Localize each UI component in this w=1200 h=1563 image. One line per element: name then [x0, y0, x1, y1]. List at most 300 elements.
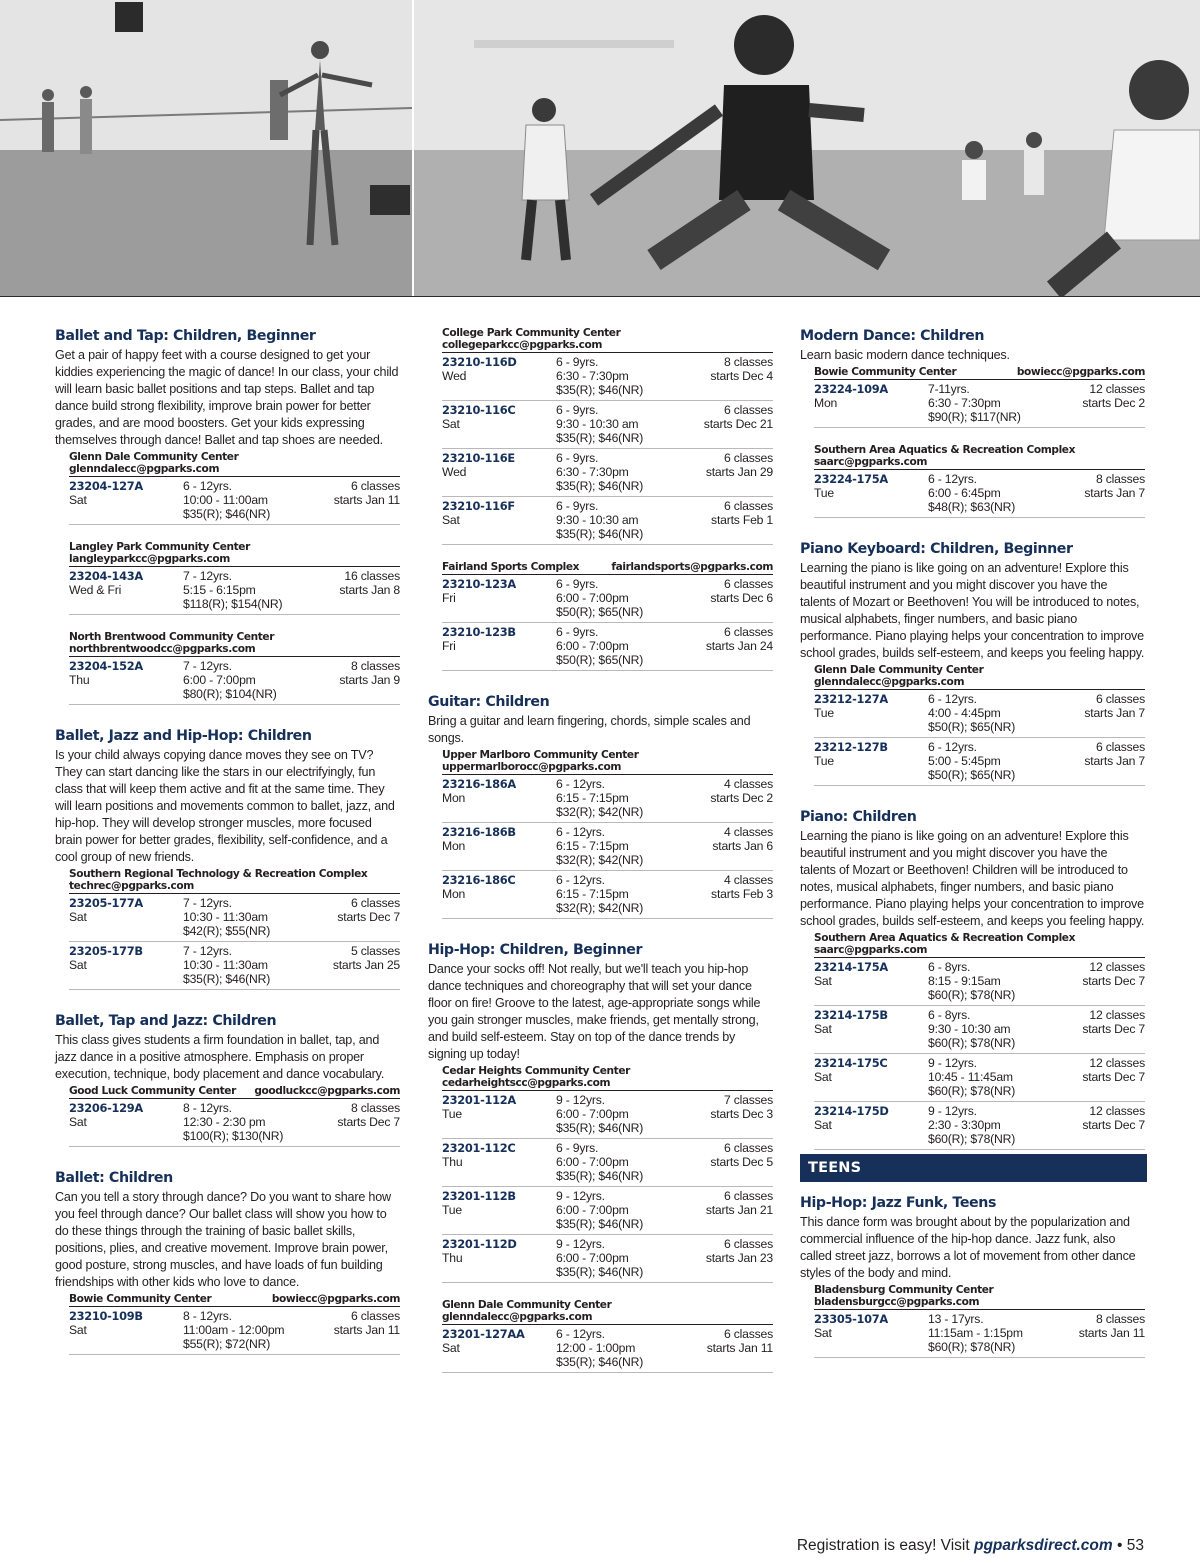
- placeholder-cell: [683, 527, 773, 541]
- location-email-link[interactable]: fairlandsports@pgparks.com: [611, 561, 773, 573]
- start-date: starts Dec 5: [710, 1155, 773, 1169]
- placeholder-cell: [69, 1129, 183, 1143]
- placeholder-cell: [442, 605, 556, 619]
- placeholder-cell: [1055, 1340, 1145, 1354]
- placeholder-cell: [683, 605, 773, 619]
- course-code[interactable]: 23201-112D: [442, 1237, 517, 1251]
- placeholder-cell: [442, 1169, 556, 1183]
- age-range: 8 - 12yrs.: [183, 1309, 232, 1323]
- class-count: 6 classes: [723, 1237, 773, 1251]
- placeholder-cell: [69, 924, 183, 938]
- course-code[interactable]: 23201-112C: [442, 1141, 516, 1155]
- age-range: 9 - 12yrs.: [928, 1056, 977, 1070]
- location-email-link[interactable]: saarc@pgparks.com: [814, 456, 927, 468]
- location-header: [69, 631, 400, 657]
- placeholder-cell: [69, 597, 183, 611]
- class-count: 8 classes: [1095, 472, 1145, 486]
- class-listing-row: [814, 1102, 1145, 1150]
- location-spacer: [55, 615, 400, 631]
- location-name: North Brentwood Community Center: [69, 631, 275, 643]
- meeting-day: Tue: [814, 706, 834, 720]
- section-spacer: [428, 919, 773, 941]
- meeting-day: Sat: [69, 958, 87, 972]
- class-listing-row: [442, 775, 773, 823]
- class-count: 8 classes: [350, 659, 400, 673]
- placeholder-cell: [310, 507, 400, 521]
- section-heading: Hip-Hop: Children, Beginner: [428, 942, 643, 958]
- meeting-day: Sat: [442, 417, 460, 431]
- location-name: Bladensburg Community Center: [814, 1284, 994, 1296]
- location-email-link[interactable]: techrec@pgparks.com: [69, 880, 194, 892]
- class-listing-row: [442, 823, 773, 871]
- course-code[interactable]: 23212-127B: [814, 740, 888, 754]
- section-description: Dance your socks off! Not really, but we'll teach you hip-hop dance techniques and choreography that will set your dance floor on fire! Groove to the latest, age-appropriate songs while you gain stronger muscles, make friends, get mentally strong, and build self-esteem. Stay on top of the dance trends by signing up today!: [428, 962, 761, 1061]
- meeting-time: 6:30 - 7:30pm: [556, 465, 629, 479]
- placeholder-cell: [683, 479, 773, 493]
- course-code[interactable]: 23216-186A: [442, 777, 516, 791]
- course-code[interactable]: 23210-109B: [69, 1309, 143, 1323]
- start-date: starts Dec 7: [337, 1115, 400, 1129]
- fee: $80(R); $104(NR): [183, 687, 277, 701]
- class-count: 12 classes: [1089, 960, 1145, 974]
- meeting-time: 6:00 - 7:00pm: [556, 1251, 629, 1265]
- class-count: 12 classes: [1089, 1056, 1145, 1070]
- class-listing-row: [814, 690, 1145, 738]
- course-code[interactable]: 23205-177A: [69, 896, 143, 910]
- age-range: 6 - 12yrs.: [183, 479, 232, 493]
- meeting-time: 11:15am - 1:15pm: [928, 1326, 1023, 1340]
- start-date: starts Dec 7: [1082, 1070, 1145, 1084]
- age-range: 9 - 12yrs.: [556, 1189, 605, 1203]
- class-count: 6 classes: [723, 403, 773, 417]
- start-date: starts Jan 23: [705, 1251, 773, 1265]
- placeholder-cell: [1055, 768, 1145, 782]
- dance-children-illustration: [414, 0, 1200, 296]
- location-header: [814, 444, 1145, 470]
- fee: $35(R); $46(NR): [183, 972, 271, 986]
- class-listing-row: [69, 567, 400, 615]
- meeting-time: 12:00 - 1:00pm: [556, 1341, 636, 1355]
- location-name: Good Luck Community Center: [69, 1085, 236, 1097]
- location-name: Bowie Community Center: [69, 1293, 212, 1305]
- location-email-link[interactable]: cedarheightscc@pgparks.com: [442, 1077, 611, 1089]
- footer-text: Registration is easy! Visit: [796, 1537, 970, 1554]
- meeting-time: 6:00 - 7:00pm: [556, 1107, 629, 1121]
- fee: $35(R); $46(NR): [556, 431, 644, 445]
- location-email-link[interactable]: glenndalecc@pgparks.com: [442, 1311, 593, 1323]
- meeting-time: 6:00 - 6:45pm: [928, 486, 1001, 500]
- fee: $50(R); $65(NR): [556, 605, 644, 619]
- location-name: College Park Community Center: [442, 327, 621, 339]
- placeholder-cell: [814, 410, 928, 424]
- class-listing-row: [442, 1091, 773, 1139]
- placeholder-cell: [310, 972, 400, 986]
- location-header: [814, 932, 1145, 958]
- meeting-time: 10:30 - 11:30am: [183, 910, 268, 924]
- course-code[interactable]: 23214-175C: [814, 1056, 888, 1070]
- fee: $60(R); $78(NR): [928, 1340, 1016, 1354]
- placeholder-cell: [442, 1355, 556, 1369]
- placeholder-cell: [814, 1340, 928, 1354]
- meeting-day: Sat: [814, 1070, 832, 1084]
- class-count: 6 classes: [1095, 692, 1145, 706]
- location-name: Langley Park Community Center: [69, 541, 250, 553]
- location-name: Southern Regional Technology & Recreation Complex: [69, 868, 368, 880]
- start-date: starts Jan 7: [1084, 754, 1145, 768]
- section-spacer: [55, 990, 400, 1012]
- section-heading: Hip-Hop: Jazz Funk, Teens: [800, 1195, 997, 1211]
- placeholder-cell: [683, 653, 773, 667]
- section-spacer: [800, 518, 1145, 540]
- meeting-time: 9:30 - 10:30 am: [556, 417, 639, 431]
- course-code[interactable]: 23210-116E: [442, 451, 515, 465]
- location-name: Glenn Dale Community Center: [814, 664, 984, 676]
- class-listing-row: [442, 353, 773, 401]
- placeholder-cell: [683, 431, 773, 445]
- location-email-link[interactable]: bowiecc@pgparks.com: [1016, 366, 1145, 378]
- placeholder-cell: [814, 720, 928, 734]
- fee: $35(R); $46(NR): [556, 1217, 644, 1231]
- fee: $60(R); $78(NR): [928, 988, 1016, 1002]
- section-description: This dance form was brought about by the popularization and commercial influence of the hip-hop dance. Jazz funk, also called street jazz, borrows a lot of movement from other dance styles of the body and mind.: [800, 1215, 1136, 1280]
- meeting-time: 10:45 - 11:45am: [928, 1070, 1013, 1084]
- start-date: starts Jan 11: [1078, 1326, 1145, 1340]
- fee: $60(R); $78(NR): [928, 1036, 1016, 1050]
- location-email-link[interactable]: uppermarlborocc@pgparks.com: [442, 761, 621, 773]
- fee: $32(R); $42(NR): [556, 805, 644, 819]
- age-range: 6 - 8yrs.: [928, 1008, 971, 1022]
- location-header: [69, 1293, 400, 1307]
- location-email-link[interactable]: saarc@pgparks.com: [814, 944, 927, 956]
- course-code[interactable]: 23204-127A: [69, 479, 143, 493]
- start-date: starts Dec 7: [337, 910, 400, 924]
- course-code[interactable]: 23210-116F: [442, 499, 515, 513]
- meeting-time: 6:00 - 7:00pm: [556, 639, 629, 653]
- location-header: [69, 868, 400, 894]
- location-email-link[interactable]: glenndalecc@pgparks.com: [69, 463, 220, 475]
- meeting-day: Mon: [442, 887, 466, 901]
- course-code[interactable]: 23216-186B: [442, 825, 516, 839]
- footer-separator: •: [1117, 1537, 1123, 1554]
- meeting-day: Sat: [814, 1118, 832, 1132]
- meeting-time: 6:00 - 7:00pm: [556, 1155, 629, 1169]
- fee: $60(R); $78(NR): [928, 1132, 1016, 1146]
- course-code[interactable]: 23201-127AA: [442, 1327, 525, 1341]
- meeting-day: Sat: [69, 1323, 87, 1337]
- meeting-time: 9:30 - 10:30 am: [928, 1022, 1011, 1036]
- class-count: 12 classes: [1089, 382, 1145, 396]
- fee: $35(R); $46(NR): [556, 527, 644, 541]
- fee: $35(R); $46(NR): [556, 1355, 644, 1369]
- location-spacer: [800, 428, 1145, 444]
- page-footer: [797, 1537, 1144, 1555]
- class-listing-row: [442, 575, 773, 623]
- placeholder-cell: [1055, 720, 1145, 734]
- start-date: starts Jan 11: [333, 1323, 400, 1337]
- course-code[interactable]: 23210-116D: [442, 355, 517, 369]
- age-range: 6 - 12yrs.: [556, 873, 605, 887]
- start-date: starts Jan 11: [333, 493, 400, 507]
- class-count: 6 classes: [723, 625, 773, 639]
- meeting-day: Fri: [442, 639, 456, 653]
- fee: $60(R); $78(NR): [928, 1084, 1016, 1098]
- placeholder-cell: [814, 768, 928, 782]
- fee: $50(R); $65(NR): [928, 768, 1016, 782]
- meeting-time: 6:15 - 7:15pm: [556, 887, 629, 901]
- start-date: starts Jan 8: [339, 583, 400, 597]
- meeting-day: Thu: [442, 1251, 463, 1265]
- placeholder-cell: [442, 431, 556, 445]
- class-listing-row: [442, 1235, 773, 1283]
- meeting-time: 9:30 - 10:30 am: [556, 513, 639, 527]
- section-description: Bring a guitar and learn fingering, chords, simple scales and songs.: [428, 714, 751, 745]
- meeting-day: Sat: [814, 1326, 832, 1340]
- meeting-day: Thu: [69, 673, 90, 687]
- course-code[interactable]: 23205-177B: [69, 944, 143, 958]
- course-code[interactable]: 23210-123B: [442, 625, 516, 639]
- start-date: starts Dec 4: [710, 369, 773, 383]
- location-header: [442, 1299, 773, 1325]
- meeting-time: 8:15 - 9:15am: [928, 974, 1001, 988]
- placeholder-cell: [442, 1217, 556, 1231]
- placeholder-cell: [814, 500, 928, 514]
- location-email-link[interactable]: bladensburgcc@pgparks.com: [814, 1296, 980, 1308]
- class-count: 6 classes: [723, 499, 773, 513]
- meeting-day: Fri: [442, 591, 456, 605]
- meeting-time: 6:15 - 7:15pm: [556, 839, 629, 853]
- course-code[interactable]: 23206-129A: [69, 1101, 143, 1115]
- class-listing-row: [442, 497, 773, 545]
- location-header: [69, 541, 400, 567]
- location-header: [442, 327, 773, 353]
- meeting-time: 10:00 - 11:00am: [183, 493, 268, 507]
- placeholder-cell: [683, 901, 773, 915]
- meeting-day: Mon: [442, 839, 466, 853]
- location-email-link[interactable]: goodluckcc@pgparks.com: [254, 1085, 400, 1097]
- class-listing-row: [442, 1325, 773, 1373]
- location-header: [442, 749, 773, 775]
- course-code[interactable]: 23224-109A: [814, 382, 888, 396]
- meeting-day: Sat: [69, 493, 87, 507]
- placeholder-cell: [442, 853, 556, 867]
- placeholder-cell: [683, 1169, 773, 1183]
- start-date: starts Jan 25: [332, 958, 400, 972]
- class-count: 6 classes: [723, 451, 773, 465]
- placeholder-cell: [69, 1337, 183, 1351]
- section-heading: Ballet, Tap and Jazz: Children: [55, 1013, 277, 1029]
- class-count: 6 classes: [723, 1141, 773, 1155]
- course-code[interactable]: 23214-175A: [814, 960, 888, 974]
- footer-website-link[interactable]: pgparksdirect.com: [974, 1537, 1113, 1554]
- course-code[interactable]: 23204-152A: [69, 659, 143, 673]
- placeholder-cell: [442, 1265, 556, 1279]
- age-range: 7-11yrs.: [928, 382, 970, 396]
- meeting-time: 6:15 - 7:15pm: [556, 791, 629, 805]
- course-code[interactable]: 23216-186C: [442, 873, 516, 887]
- class-count: 4 classes: [723, 825, 773, 839]
- fee: $100(R); $130(NR): [183, 1129, 284, 1143]
- section-heading: Piano Keyboard: Children, Beginner: [800, 541, 1073, 557]
- start-date: starts Jan 21: [705, 1203, 773, 1217]
- placeholder-cell: [442, 653, 556, 667]
- class-count: 6 classes: [350, 896, 400, 910]
- start-date: starts Feb 3: [711, 887, 773, 901]
- age-range: 6 - 8yrs.: [928, 960, 971, 974]
- location-name: Southern Area Aquatics & Recreation Complex: [814, 932, 1076, 944]
- fee: $48(R); $63(NR): [928, 500, 1016, 514]
- placeholder-cell: [1055, 988, 1145, 1002]
- class-count: 6 classes: [1095, 740, 1145, 754]
- location-email-link[interactable]: northbrentwoodcc@pgparks.com: [69, 643, 256, 655]
- meeting-time: 6:30 - 7:30pm: [556, 369, 629, 383]
- age-range: 6 - 12yrs.: [928, 692, 977, 706]
- placeholder-cell: [310, 1337, 400, 1351]
- location-name: Bowie Community Center: [814, 366, 957, 378]
- class-count: 8 classes: [1095, 1312, 1145, 1326]
- age-range: 9 - 12yrs.: [556, 1093, 605, 1107]
- course-code[interactable]: 23305-107A: [814, 1312, 888, 1326]
- start-date: starts Jan 11: [706, 1341, 773, 1355]
- location-name: Southern Area Aquatics & Recreation Complex: [814, 444, 1076, 456]
- location-email-link[interactable]: langleyparkcc@pgparks.com: [69, 553, 230, 565]
- meeting-day: Sat: [69, 910, 87, 924]
- age-range: 13 - 17yrs.: [928, 1312, 984, 1326]
- location-name: Upper Marlboro Community Center: [442, 749, 639, 761]
- placeholder-cell: [310, 597, 400, 611]
- class-listing-row: [442, 1139, 773, 1187]
- fee: $32(R); $42(NR): [556, 853, 644, 867]
- meeting-day: Mon: [442, 791, 466, 805]
- start-date: starts Dec 3: [710, 1107, 773, 1121]
- location-spacer: [428, 545, 773, 561]
- fee: $50(R); $65(NR): [928, 720, 1016, 734]
- placeholder-cell: [310, 1129, 400, 1143]
- location-name: Glenn Dale Community Center: [442, 1299, 612, 1311]
- start-date: starts Jan 9: [339, 673, 400, 687]
- header-photos: [0, 0, 1200, 297]
- class-listing-row: [814, 470, 1145, 518]
- age-range: 6 - 12yrs.: [556, 1327, 605, 1341]
- fee: $42(R); $55(NR): [183, 924, 271, 938]
- location-header: [442, 1065, 773, 1091]
- fee: $32(R); $42(NR): [556, 901, 644, 915]
- location-header: [69, 1085, 400, 1099]
- fee: $118(R); $154(NR): [183, 597, 283, 611]
- placeholder-cell: [442, 901, 556, 915]
- class-count: 4 classes: [723, 777, 773, 791]
- start-date: starts Dec 2: [710, 791, 773, 805]
- fee: $35(R); $46(NR): [183, 507, 271, 521]
- class-listing-row: [814, 1310, 1145, 1358]
- placeholder-cell: [442, 1121, 556, 1135]
- fee: $35(R); $46(NR): [556, 383, 644, 397]
- section-description: Is your child always copying dance moves they see on TV? They can start dancing like the stars in our electrifyingly, fun class that will keep them active and fit at the same time. They will learn positions and movements common to ballet, jazz, and hip-hop. They will develop stronger muscles, more focused brain power for better grades, flexibility, self-confidence, and a cool group of new friends.: [55, 748, 395, 864]
- dance-studio-illustration: [0, 0, 412, 296]
- placeholder-cell: [683, 1265, 773, 1279]
- age-range: 7 - 12yrs.: [183, 944, 232, 958]
- location-header: [814, 1284, 1145, 1310]
- meeting-time: 5:15 - 6:15pm: [183, 583, 256, 597]
- start-date: starts Dec 7: [1082, 1118, 1145, 1132]
- class-listing-row: [69, 657, 400, 705]
- course-code[interactable]: 23214-175B: [814, 1008, 888, 1022]
- meeting-time: 12:30 - 2:30 pm: [183, 1115, 266, 1129]
- meeting-day: Wed & Fri: [69, 583, 122, 597]
- section-spacer: [55, 1147, 400, 1169]
- course-code[interactable]: 23224-175A: [814, 472, 888, 486]
- start-date: starts Jan 6: [712, 839, 773, 853]
- placeholder-cell: [1055, 1084, 1145, 1098]
- meeting-day: Tue: [442, 1203, 462, 1217]
- age-range: 6 - 9yrs.: [556, 499, 599, 513]
- course-code[interactable]: 23201-112B: [442, 1189, 516, 1203]
- section-spacer: [428, 671, 773, 693]
- class-listing-row: [442, 449, 773, 497]
- location-header: [442, 561, 773, 575]
- column-3: [800, 327, 1145, 1358]
- section-description: This class gives students a firm foundation in ballet, tap, and jazz dance in a positive atmosphere. Emphasis on proper execution, technique, body placement and dance vocabulary.: [55, 1033, 385, 1081]
- meeting-day: Sat: [69, 1115, 87, 1129]
- class-listing-row: [69, 942, 400, 990]
- meeting-time: 6:00 - 7:00pm: [556, 591, 629, 605]
- fee: $90(R); $117(NR): [928, 410, 1021, 424]
- section-spacer: [55, 705, 400, 727]
- course-code[interactable]: 23201-112A: [442, 1093, 516, 1107]
- age-range: 6 - 12yrs.: [556, 777, 605, 791]
- class-listing-row: [442, 1187, 773, 1235]
- course-code[interactable]: 23204-143A: [69, 569, 143, 583]
- meeting-day: Sat: [442, 513, 460, 527]
- class-count: 5 classes: [350, 944, 400, 958]
- dance-class-photo-left: [0, 0, 412, 296]
- meeting-day: Sat: [442, 1341, 460, 1355]
- class-count: 6 classes: [723, 1327, 773, 1341]
- placeholder-cell: [683, 1355, 773, 1369]
- placeholder-cell: [683, 853, 773, 867]
- class-listing-row: [442, 871, 773, 919]
- course-code[interactable]: 23214-175D: [814, 1104, 889, 1118]
- fee: $50(R); $65(NR): [556, 653, 644, 667]
- meeting-day: Mon: [814, 396, 838, 410]
- location-email-link[interactable]: collegeparkcc@pgparks.com: [442, 339, 603, 351]
- age-range: 9 - 12yrs.: [928, 1104, 977, 1118]
- class-count: 6 classes: [350, 479, 400, 493]
- placeholder-cell: [814, 1084, 928, 1098]
- meeting-day: Thu: [442, 1155, 463, 1169]
- location-name: Glenn Dale Community Center: [69, 451, 239, 463]
- placeholder-cell: [69, 507, 183, 521]
- meeting-day: Tue: [442, 1107, 462, 1121]
- age-range: 6 - 9yrs.: [556, 451, 599, 465]
- age-range: 6 - 9yrs.: [556, 625, 599, 639]
- course-code[interactable]: 23212-127A: [814, 692, 888, 706]
- location-email-link[interactable]: glenndalecc@pgparks.com: [814, 676, 965, 688]
- section-heading: Ballet and Tap: Children, Beginner: [55, 328, 316, 344]
- section-heading: Ballet: Children: [55, 1170, 173, 1186]
- class-count: 12 classes: [1089, 1104, 1145, 1118]
- age-range: 6 - 12yrs.: [928, 740, 977, 754]
- class-listing-row: [442, 623, 773, 671]
- column-3-teens-listings: [800, 1194, 1145, 1358]
- section-description: Learning the piano is like going on an adventure! Explore this beautiful instrument and you might discover you have the talents of Mozart or Beethoven! You will be introduced to notes, musical alphabets, finger numbers, and basic piano performance. Piano playing helps your concentration to improve school grades, builds self-esteem, and keeps you feeling happy.: [800, 561, 1145, 660]
- location-email-link[interactable]: bowiecc@pgparks.com: [271, 1293, 400, 1305]
- course-code[interactable]: 23210-116C: [442, 403, 516, 417]
- start-date: starts Jan 7: [1084, 486, 1145, 500]
- dance-class-photo-right: [414, 0, 1200, 296]
- fee: $35(R); $46(NR): [556, 1121, 644, 1135]
- course-code[interactable]: 23210-123A: [442, 577, 516, 591]
- start-date: starts Dec 7: [1082, 1022, 1145, 1036]
